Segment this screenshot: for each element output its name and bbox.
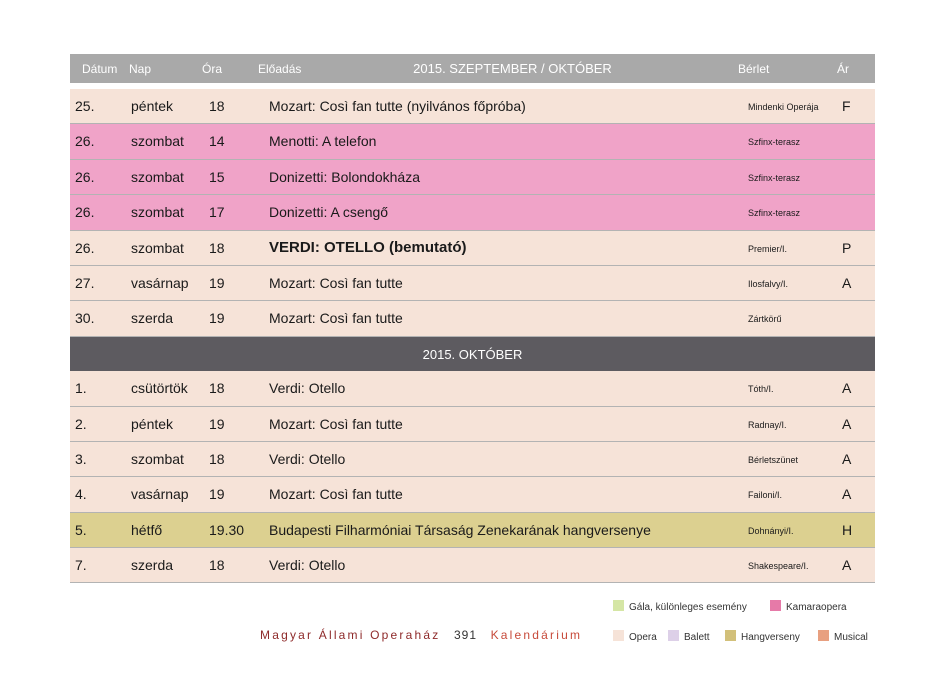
row-date: 25. bbox=[75, 98, 95, 114]
row-subscription: Radnay/I. bbox=[748, 419, 787, 430]
row-subscription: Dohnányi/I. bbox=[748, 525, 794, 536]
row-time: 15 bbox=[209, 168, 225, 185]
legend-item-kamara bbox=[770, 600, 847, 613]
row-subscription: Ilosfalvy/I. bbox=[748, 278, 789, 289]
row-subscription: Szfinx-terasz bbox=[748, 172, 801, 183]
row-subscription: Szfinx-terasz bbox=[748, 208, 801, 219]
row-time: 14 bbox=[209, 133, 225, 150]
legend-label: Gála, különleges esemény bbox=[629, 602, 747, 613]
legend-label: Kamaraopera bbox=[786, 602, 847, 613]
table-row bbox=[70, 407, 875, 442]
table-row bbox=[70, 160, 875, 195]
legend-label: Balett bbox=[684, 632, 710, 643]
month-separator bbox=[70, 337, 875, 371]
row-day: szombat bbox=[131, 133, 184, 150]
legend-item-hangverseny bbox=[725, 630, 800, 643]
row-title: Mozart: Così fan tutte bbox=[269, 486, 403, 503]
table-row bbox=[70, 513, 875, 548]
row-time: 19.30 bbox=[209, 521, 245, 538]
row-time: 19 bbox=[209, 486, 225, 503]
row-subscription: Shakespeare/I. bbox=[748, 561, 809, 572]
row-date: 26. bbox=[75, 133, 95, 150]
row-price: A bbox=[842, 486, 852, 503]
table-row bbox=[70, 195, 875, 230]
row-day: csütörtök bbox=[131, 380, 188, 397]
header-date: Dátum bbox=[82, 62, 118, 76]
row-time: 18 bbox=[209, 450, 225, 467]
row-price: A bbox=[842, 380, 852, 397]
row-title: Budapesti Filharmóniai Társaság Zenekarának hangversenye bbox=[269, 521, 651, 538]
row-title: Verdi: Otello bbox=[269, 557, 346, 574]
row-time: 19 bbox=[209, 310, 225, 327]
table-row bbox=[70, 548, 875, 583]
header-day: Nap bbox=[129, 62, 152, 76]
legend-swatch bbox=[818, 630, 829, 641]
page-number: 391 bbox=[454, 628, 478, 642]
row-date: 26. bbox=[75, 204, 95, 221]
row-subscription: Bérletszünet bbox=[748, 454, 799, 465]
legend-swatch bbox=[770, 600, 781, 611]
header-price: Ár bbox=[837, 62, 849, 76]
legend-swatch bbox=[725, 630, 736, 641]
row-price: A bbox=[842, 557, 852, 574]
row-price: A bbox=[842, 415, 852, 432]
row-time: 18 bbox=[209, 557, 225, 574]
row-time: 19 bbox=[209, 415, 225, 432]
row-subscription: Tóth/I. bbox=[748, 384, 774, 395]
row-subscription: Failoni/I. bbox=[748, 490, 783, 501]
row-title: Mozart: Così fan tutte bbox=[269, 310, 403, 327]
row-title: Mozart: Così fan tutte bbox=[269, 274, 403, 291]
legend-item-musical bbox=[818, 630, 868, 643]
row-day: szerda bbox=[131, 310, 174, 327]
table-row bbox=[70, 442, 875, 477]
row-day: vasárnap bbox=[131, 486, 189, 503]
row-price: F bbox=[842, 98, 851, 114]
row-title: Menotti: A telefon bbox=[269, 133, 377, 150]
row-subscription: Zártkörű bbox=[748, 314, 782, 325]
row-date: 4. bbox=[75, 486, 87, 503]
row-day: szombat bbox=[131, 239, 184, 256]
legend-label: Hangverseny bbox=[741, 632, 800, 643]
legend-swatch bbox=[613, 630, 624, 641]
row-day: vasárnap bbox=[131, 274, 189, 291]
footer-subtitle: Kalendárium bbox=[490, 628, 583, 642]
row-date: 30. bbox=[75, 310, 95, 327]
row-day: hétfő bbox=[131, 521, 163, 538]
header-title: Előadás bbox=[258, 62, 302, 76]
legend-label: Musical bbox=[834, 632, 868, 643]
row-date: 26. bbox=[75, 239, 95, 256]
row-title: Verdi: Otello bbox=[269, 450, 346, 467]
row-date: 26. bbox=[75, 168, 95, 185]
row-day: szombat bbox=[131, 204, 184, 221]
legend-item-opera bbox=[613, 630, 657, 643]
row-title: Mozart: Così fan tutte (nyilvános főpróba) bbox=[269, 98, 526, 114]
row-time: 19 bbox=[209, 274, 225, 291]
row-time: 18 bbox=[209, 380, 225, 397]
legend-item-balett bbox=[668, 630, 710, 643]
row-time: 18 bbox=[209, 98, 225, 114]
row-day: szerda bbox=[131, 557, 174, 574]
row-title: VERDI: OTELLO (bemutató) bbox=[269, 238, 467, 256]
legend-swatch bbox=[613, 600, 624, 611]
row-time: 18 bbox=[209, 239, 225, 256]
legend-label: Opera bbox=[629, 632, 657, 643]
row-date: 27. bbox=[75, 274, 95, 291]
footer-title: Magyar Állami Operaház bbox=[260, 628, 441, 642]
table-row bbox=[70, 371, 875, 406]
schedule-table bbox=[70, 89, 875, 583]
row-title: Donizetti: A csengő bbox=[269, 204, 389, 221]
legend-item-gala bbox=[613, 600, 747, 613]
row-day: szombat bbox=[131, 450, 184, 467]
table-header bbox=[70, 54, 875, 83]
row-title: Donizetti: Bolondokháza bbox=[269, 168, 420, 185]
row-price: A bbox=[842, 450, 852, 467]
row-subscription: Mindenki Operája bbox=[748, 102, 819, 112]
row-price: A bbox=[842, 274, 852, 291]
legend-swatch bbox=[668, 630, 679, 641]
row-date: 2. bbox=[75, 415, 87, 432]
row-title: Verdi: Otello bbox=[269, 380, 346, 397]
table-row bbox=[70, 266, 875, 301]
header-sub: Bérlet bbox=[738, 62, 770, 76]
table-row bbox=[70, 89, 875, 124]
row-date: 3. bbox=[75, 450, 87, 467]
row-date: 7. bbox=[75, 557, 87, 574]
row-date: 5. bbox=[75, 521, 87, 538]
row-subscription: Szfinx-terasz bbox=[748, 137, 801, 148]
row-price: H bbox=[842, 521, 853, 538]
separator-title: 2015. OKTÓBER bbox=[422, 346, 523, 362]
table-row bbox=[70, 124, 875, 159]
row-date: 1. bbox=[75, 380, 87, 397]
row-price: P bbox=[842, 239, 852, 256]
row-day: péntek bbox=[131, 415, 174, 432]
header-time: Óra bbox=[202, 62, 223, 76]
row-day: péntek bbox=[131, 98, 174, 114]
table-row bbox=[70, 301, 875, 336]
row-title: Mozart: Così fan tutte bbox=[269, 415, 403, 432]
row-time: 17 bbox=[209, 204, 225, 221]
table-row bbox=[70, 231, 875, 266]
table-row bbox=[70, 477, 875, 512]
page-footer bbox=[260, 628, 582, 642]
header-month-title: 2015. SZEPTEMBER / OKTÓBER bbox=[413, 61, 612, 76]
row-subscription: Premier/I. bbox=[748, 243, 788, 254]
row-day: szombat bbox=[131, 168, 184, 185]
